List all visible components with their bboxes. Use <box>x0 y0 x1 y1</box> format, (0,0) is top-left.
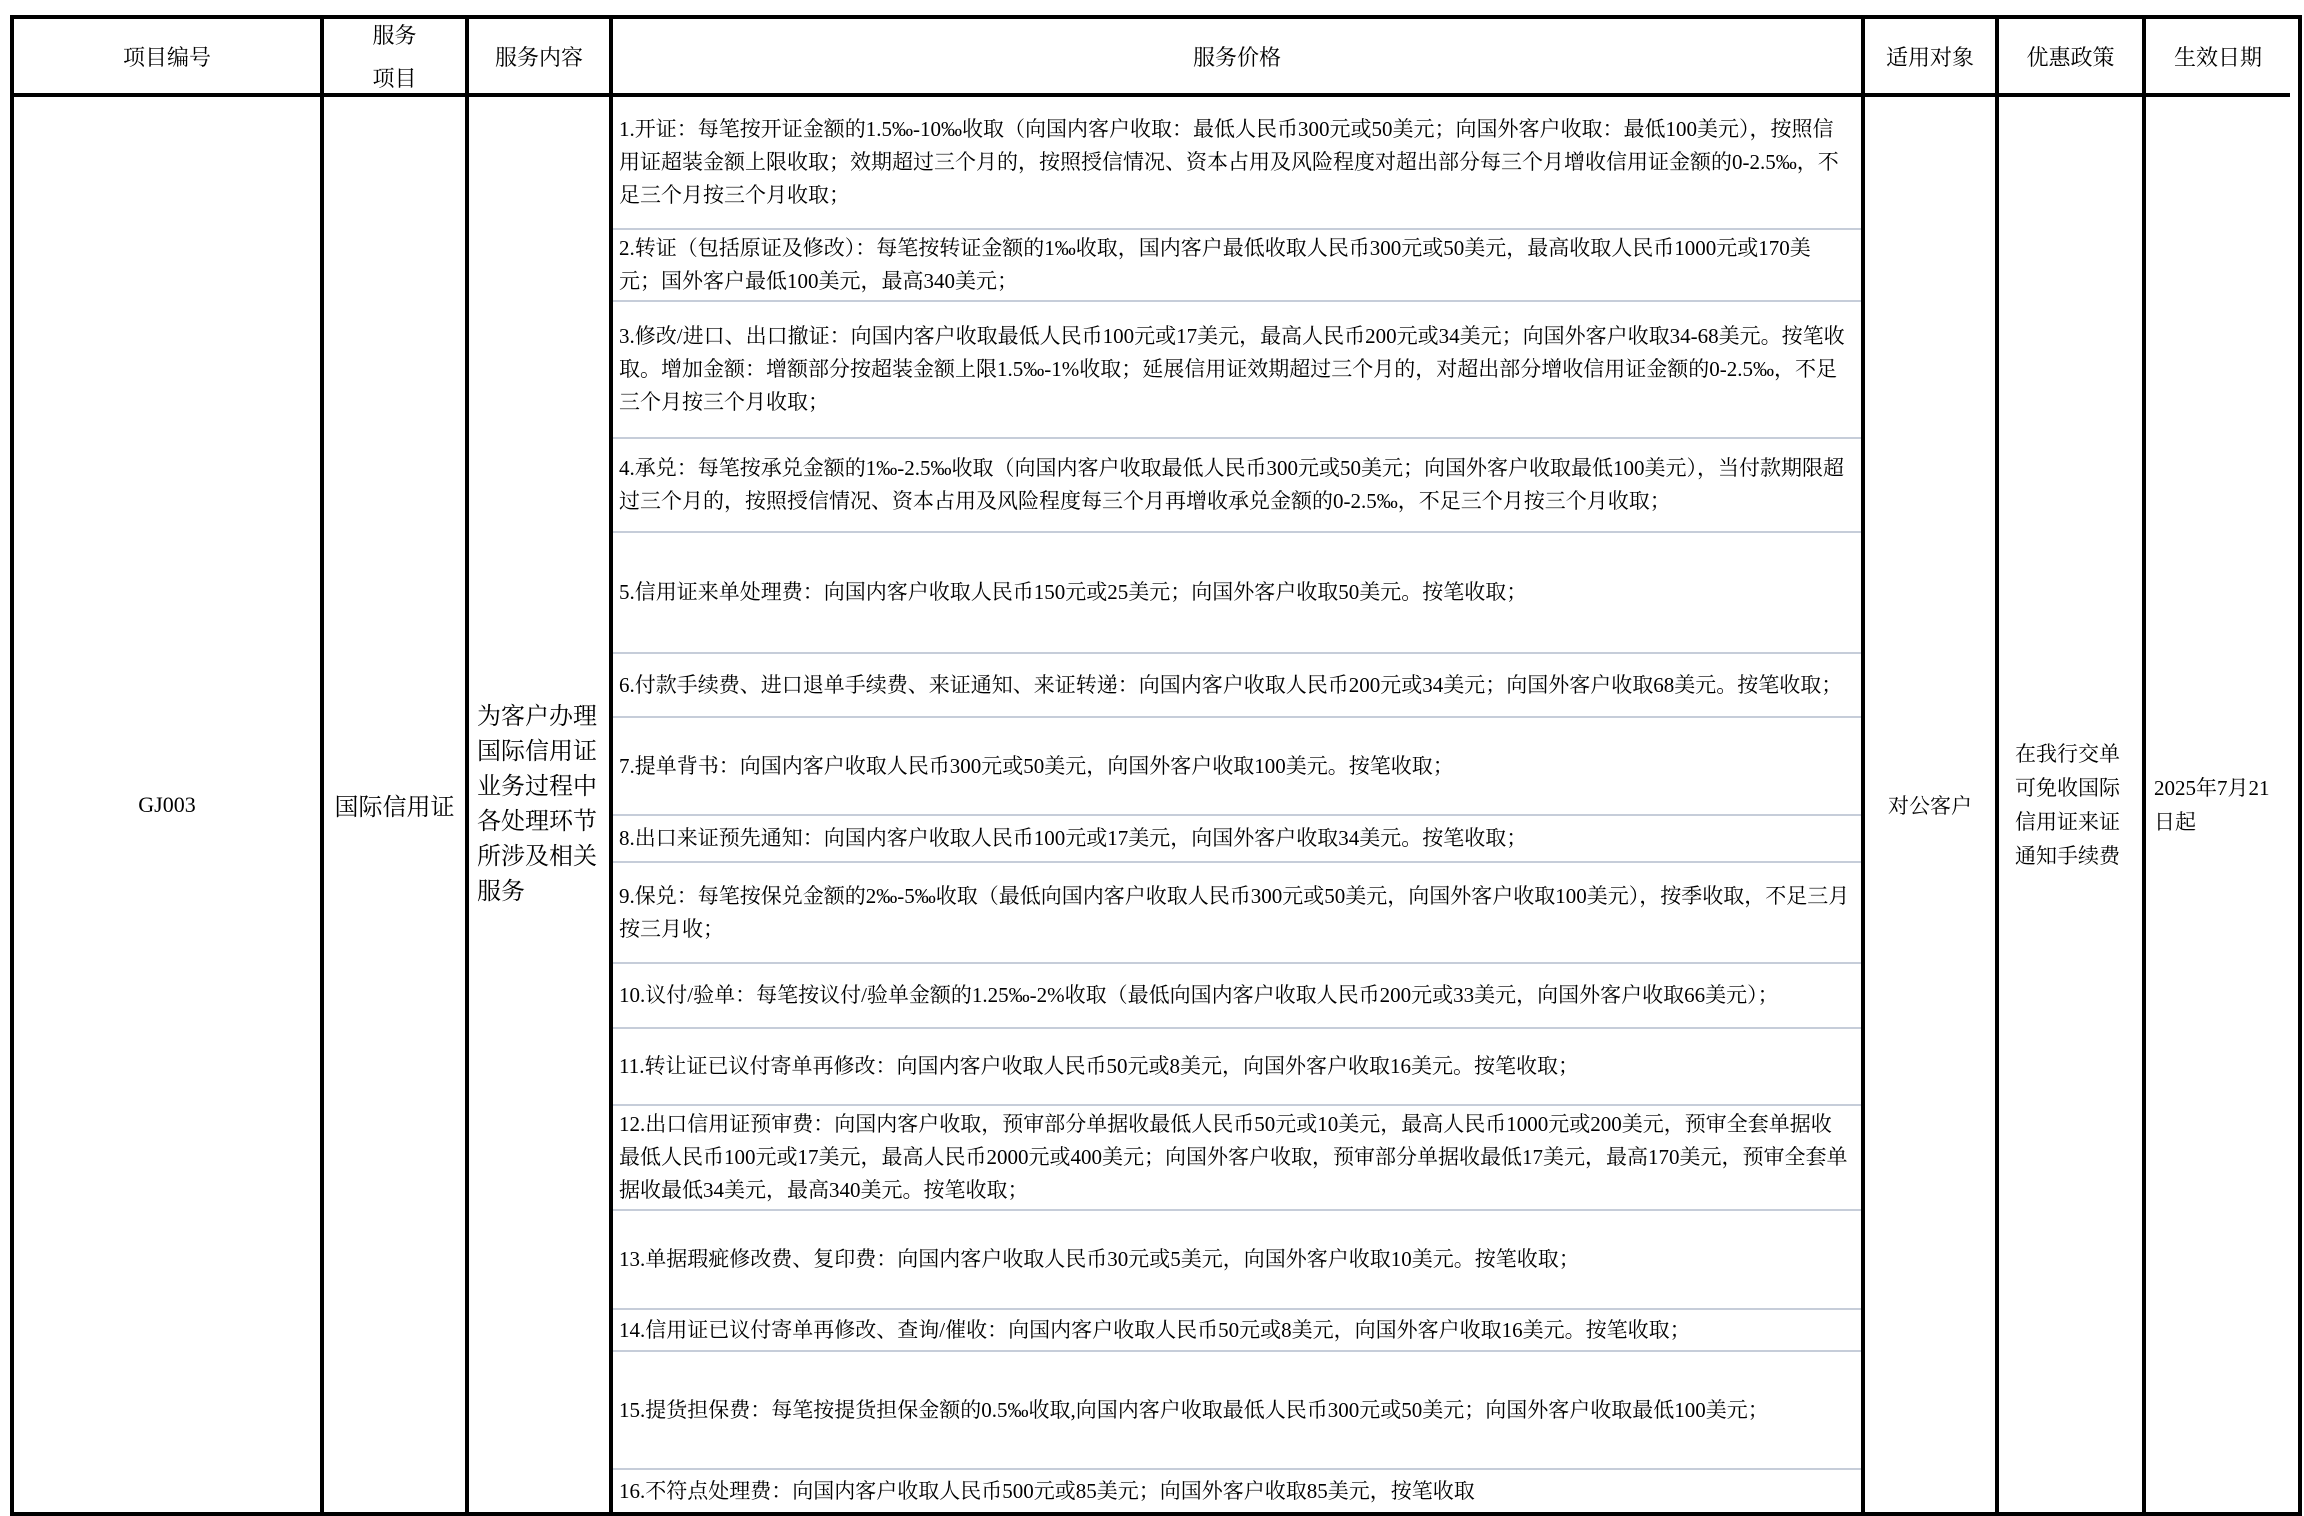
price-item: 3.修改/进口、出口撤证：向国内客户收取最低人民币100元或17美元，最高人民币200元或34美元；向国外客户收取34-68美元。按笔收取。增加金额：增额部分按超装金额上限1.5‰-1%收取；延展信用证效期超过三个月的，对超出部分增收信用证金额的0-2.5‰，不足三个月按三个月收取； <box>613 302 1861 439</box>
header-service-item-line2: 项目 <box>372 66 417 91</box>
header-service-item <box>320 19 465 97</box>
price-item: 4.承兑：每笔按承兑金额的1‰-2.5‰收取（向国内客户收取最低人民币300元或50美元；向国外客户收取最低100美元），当付款期限超过三个月的，按照授信情况、资本占用及风险程度每三个月再增收承兑金额的0-2.5‰，不足三个月按三个月收取； <box>613 439 1861 533</box>
effective-date-value: 2025年7月21日起 <box>2154 775 2270 834</box>
service-item-value: 国际信用证 <box>334 795 455 821</box>
effective-date-cell <box>2142 97 2290 1512</box>
header-service-item-line1: 服务 <box>372 23 417 48</box>
price-item: 1.开证：每笔按开证金额的1.5‰-10‰收取（向国内客户收取：最低人民币300元或50美元；向国外客户收取：最低100美元），按照信用证超装金额上限收取；效期超过三个月的，按照授信情况、资本占用及风险程度对超出部分每三个月增收信用证金额的0-2.5‰，不足三个月按三个月收取； <box>613 97 1861 230</box>
header-service-content <box>465 19 609 97</box>
price-item: 5.信用证来单处理费：向国内客户收取人民币150元或25美元；向国外客户收取50美元。按笔收取； <box>613 533 1861 654</box>
price-item: 16.不符点处理费：向国内客户收取人民币500元或85美元；向国外客户收取85美元，按笔收取 <box>619 1478 1475 1503</box>
price-item: 2.转证（包括原证及修改）：每笔按转证金额的1‰收取，国内客户最低收取人民币300元或50美元，最高收取人民币1000元或170美元；国外客户最低100美元，最高340美元； <box>613 230 1861 302</box>
price-item: 15.提货担保费：每笔按提货担保金额的0.5‰收取,向国内客户收取最低人民币300元或50美元；向国外客户收取最低100美元； <box>613 1352 1861 1470</box>
price-item: 12.出口信用证预审费：向国内客户收取，预审部分单据收最低人民币50元或10美元，最高人民币1000元或200美元，预审全套单据收最低人民币100元或17美元，最高人民币2000元或400美元；向国外客户收取，预审部分单据收最低17美元，最高170美元，预审全套单据收最低34美元，最高340美元。按笔收取； <box>613 1106 1861 1211</box>
header-effective-date <box>2142 19 2290 97</box>
preferential-policy-value: 在我行交单可免收国际信用证来证通知手续费 <box>2015 741 2120 868</box>
header-applicable-object-label: 适用对象 <box>1885 44 1974 70</box>
service-item-cell <box>320 97 465 1512</box>
service-fee-table <box>10 15 2302 1516</box>
project-code-value: GJ003 <box>138 791 196 817</box>
applicable-object-value: 对公客户 <box>1888 793 1972 818</box>
project-code-cell <box>14 97 320 1512</box>
applicable-object-cell <box>1861 97 1995 1512</box>
header-service-price <box>609 19 1861 97</box>
header-project-code <box>14 19 320 97</box>
price-item: 6.付款手续费、进口退单手续费、来证通知、来证转递：向国内客户收取人民币200元或34美元；向国外客户收取68美元。按笔收取； <box>613 654 1861 718</box>
header-service-price-label: 服务价格 <box>1192 44 1281 70</box>
price-item: 7.提单背书：向国内客户收取人民币300元或50美元，向国外客户收取100美元。按笔收取； <box>613 718 1861 816</box>
header-effective-date-label: 生效日期 <box>2173 44 2262 70</box>
price-item: 13.单据瑕疵修改费、复印费：向国内客户收取人民币30元或5美元，向国外客户收取10美元。按笔收取； <box>613 1211 1861 1310</box>
service-price-cell <box>609 97 1861 1512</box>
header-preferential-policy <box>1995 19 2142 97</box>
header-applicable-object <box>1861 19 1995 97</box>
price-item: 10.议付/验单：每笔按议付/验单金额的1.25‰-2%收取（最低向国内客户收取人民币200元或33美元，向国外客户收取66美元）； <box>613 964 1861 1029</box>
price-item: 8.出口来证预先通知：向国内客户收取人民币100元或17美元，向国外客户收取34美元。按笔收取； <box>613 816 1861 863</box>
header-service-content-label: 服务内容 <box>494 44 583 70</box>
header-preferential-policy-label: 优惠政策 <box>2026 44 2115 70</box>
service-content-value: 为客户办理国际信用证业务过程中各处理环节所涉及相关服务 <box>477 703 597 905</box>
preferential-policy-cell <box>1995 97 2142 1512</box>
header-project-code-label: 项目编号 <box>122 44 211 70</box>
price-item: 11.转让证已议付寄单再修改：向国内客户收取人民币50元或8美元，向国外客户收取16美元。按笔收取； <box>613 1029 1861 1106</box>
price-item: 14.信用证已议付寄单再修改、查询/催收：向国内客户收取人民币50元或8美元，向国外客户收取16美元。按笔收取； <box>613 1310 1861 1352</box>
service-content-cell <box>465 97 609 1512</box>
price-item: 9.保兑：每笔按保兑金额的2‰-5‰收取（最低向国内客户收取人民币300元或50美元，向国外客户收取100美元），按季收取，不足三月按三月收； <box>613 863 1861 964</box>
